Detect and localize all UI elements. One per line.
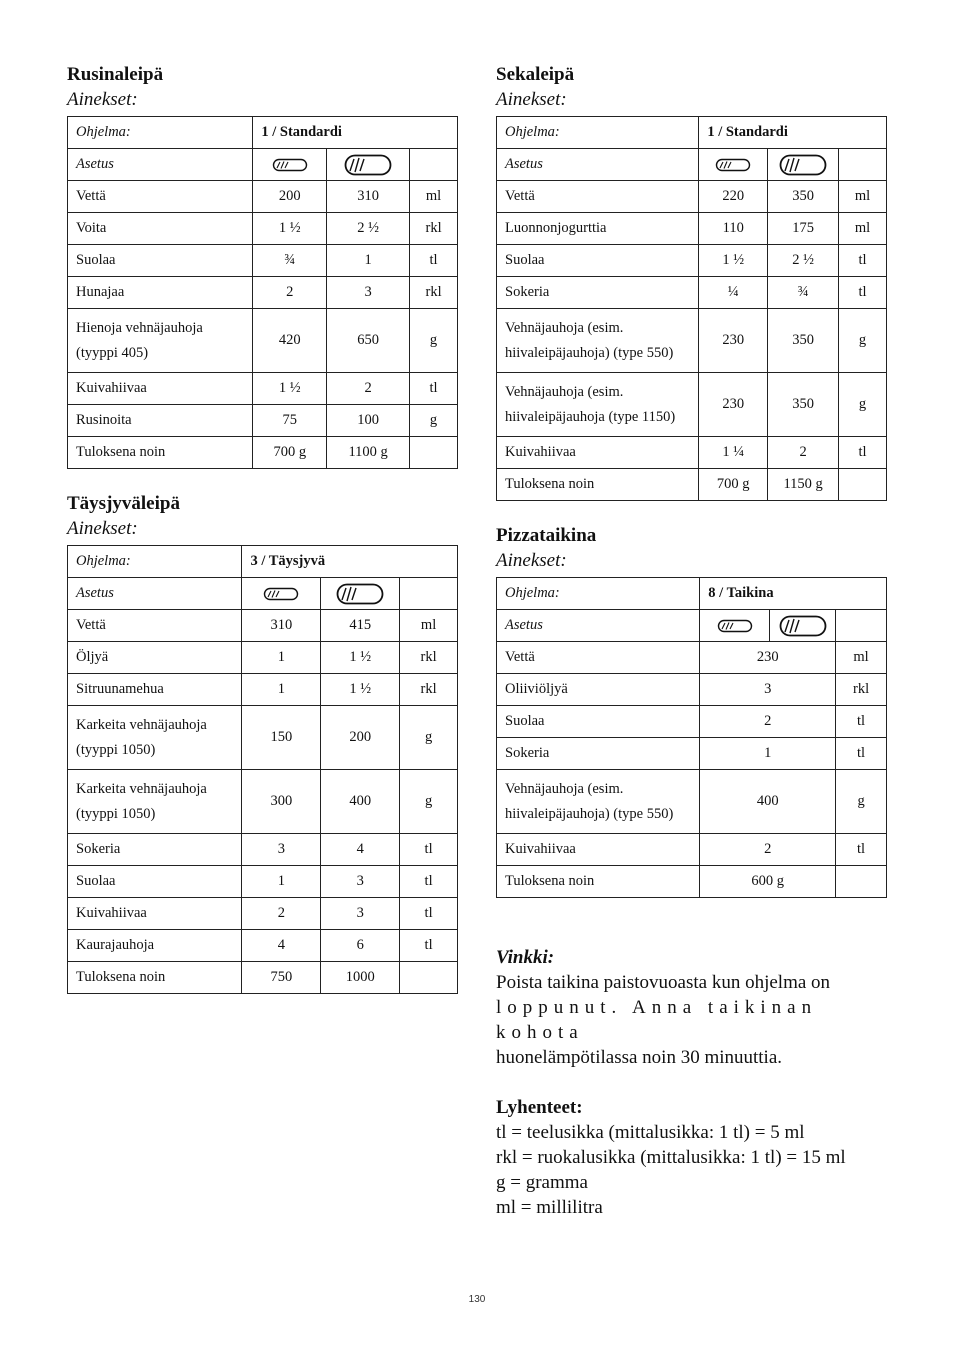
unit: tl	[836, 834, 887, 866]
ingredient-name	[497, 309, 699, 373]
large-amount: 2 ½	[768, 245, 839, 277]
name-line: (tyyppi 1050)	[76, 805, 156, 822]
name-line: (tyyppi 1050)	[76, 741, 156, 758]
name-line: Hienoja vehnäjauhoja	[76, 319, 203, 336]
name-line: hiivaleipäjauhoja) (type 550)	[505, 344, 674, 361]
small-amount: 1	[242, 674, 321, 706]
table-row	[497, 373, 887, 437]
large-amount: 1100 g	[327, 437, 410, 469]
unit: g	[400, 706, 458, 770]
amount: 3	[700, 674, 836, 706]
unit: tl	[836, 738, 887, 770]
table-row	[497, 770, 887, 834]
large-amount: 310	[327, 181, 410, 213]
large-amount: 4	[321, 834, 400, 866]
small-amount: 4	[242, 930, 321, 962]
ingredient-name: Sokeria	[497, 277, 699, 309]
small-loaf-icon	[242, 578, 321, 610]
unit: ml	[836, 642, 887, 674]
abbreviations-heading: Lyhenteet:	[496, 1097, 583, 1118]
name-line: Vehnäjauhoja (esim.	[505, 383, 624, 400]
table-row	[68, 770, 458, 834]
large-amount: 1150 g	[768, 469, 839, 501]
unit: ml	[400, 610, 458, 642]
setting-label: Asetus	[68, 149, 253, 181]
unit: tl	[836, 706, 887, 738]
small-amount: 230	[699, 373, 768, 437]
ingredient-name: Suolaa	[68, 866, 242, 898]
large-amount: 2 ½	[327, 213, 410, 245]
table-row	[497, 738, 887, 770]
unit: g	[400, 770, 458, 834]
table-row	[68, 181, 458, 213]
large-amount: 1 ½	[321, 642, 400, 674]
table-row	[68, 610, 458, 642]
table-row	[497, 469, 887, 501]
empty-cell	[400, 578, 458, 610]
table-row	[68, 930, 458, 962]
table-row	[68, 437, 458, 469]
ingredient-name: Hunajaa	[68, 277, 253, 309]
table-row	[68, 149, 458, 181]
name-line: (tyyppi 405)	[76, 344, 149, 361]
table-row	[497, 578, 887, 610]
large-loaf-icon	[327, 149, 410, 181]
large-amount: 3	[321, 866, 400, 898]
small-amount: 230	[699, 309, 768, 373]
small-amount: ¾	[253, 245, 327, 277]
small-amount: 2	[253, 277, 327, 309]
abbreviation-item: ml = millilitra	[496, 1197, 603, 1218]
recipe-title: Sekaleipä	[496, 64, 575, 85]
table-row	[68, 866, 458, 898]
unit: ml	[839, 181, 887, 213]
setting-label: Asetus	[497, 610, 700, 642]
table-row	[68, 213, 458, 245]
unit: rkl	[400, 642, 458, 674]
small-loaf-icon	[699, 149, 768, 181]
unit: g	[836, 770, 887, 834]
large-amount: 350	[768, 181, 839, 213]
setting-label: Asetus	[497, 149, 699, 181]
abbreviation-item: rkl = ruokalusikka (mittalusikka: 1 tl) = 15 ml	[496, 1147, 846, 1168]
unit: tl	[410, 373, 458, 405]
page-number: 130	[468, 1294, 486, 1305]
large-amount: 6	[321, 930, 400, 962]
table-row	[68, 834, 458, 866]
unit: ml	[410, 181, 458, 213]
name-line: Vehnäjauhoja (esim.	[505, 319, 624, 336]
table-row	[68, 373, 458, 405]
small-amount: 150	[242, 706, 321, 770]
small-amount: 1 ¼	[699, 437, 768, 469]
tip-heading: Vinkki:	[496, 947, 555, 968]
amount: 600 g	[700, 866, 836, 898]
large-loaf-icon	[768, 149, 839, 181]
ingredient-name: Suolaa	[68, 245, 253, 277]
large-amount: 1	[327, 245, 410, 277]
unit: tl	[400, 834, 458, 866]
unit: g	[410, 309, 458, 373]
ingredient-name: Kuivahiivaa	[497, 834, 700, 866]
table-row	[497, 674, 887, 706]
small-amount: 220	[699, 181, 768, 213]
ingredient-name	[68, 309, 253, 373]
large-amount: 415	[321, 610, 400, 642]
table-row	[68, 546, 458, 578]
program-value: 8 / Taikina	[700, 578, 887, 610]
small-amount: 310	[242, 610, 321, 642]
unit: rkl	[410, 213, 458, 245]
ingredient-name: Sokeria	[68, 834, 242, 866]
unit: rkl	[400, 674, 458, 706]
large-amount: 3	[327, 277, 410, 309]
small-amount: 110	[699, 213, 768, 245]
empty-cell	[836, 610, 887, 642]
unit	[839, 469, 887, 501]
amount: 1	[700, 738, 836, 770]
ingredient-name	[68, 706, 242, 770]
ingredients-label: Ainekset:	[67, 518, 138, 539]
small-amount: 700 g	[699, 469, 768, 501]
unit: tl	[400, 866, 458, 898]
small-amount: 420	[253, 309, 327, 373]
large-amount: 350	[768, 309, 839, 373]
ingredient-name: Tuloksena noin	[497, 469, 699, 501]
unit: rkl	[410, 277, 458, 309]
table-row	[497, 610, 887, 642]
ingredient-name: Tuloksena noin	[497, 866, 700, 898]
small-amount: 300	[242, 770, 321, 834]
small-amount: 200	[253, 181, 327, 213]
table-row	[68, 642, 458, 674]
ingredient-name: Oliiviöljyä	[497, 674, 700, 706]
recipe-table-sekaleipa	[496, 116, 887, 501]
recipe-title: Pizzataikina	[496, 525, 597, 546]
table-row	[497, 866, 887, 898]
small-amount: 2	[242, 898, 321, 930]
right-column	[496, 62, 887, 898]
small-amount: 1 ½	[253, 373, 327, 405]
ingredient-name: Vettä	[497, 642, 700, 674]
recipe-title: Täysjyväleipä	[67, 493, 180, 514]
small-amount: 1	[242, 642, 321, 674]
name-line: Karkeita vehnäjauhoja	[76, 780, 207, 797]
table-row	[497, 642, 887, 674]
large-amount: 2	[327, 373, 410, 405]
small-amount: 75	[253, 405, 327, 437]
table-row	[68, 706, 458, 770]
ingredient-name: Voita	[68, 213, 253, 245]
program-label: Ohjelma:	[497, 117, 699, 149]
left-column	[67, 62, 458, 994]
ingredient-name: Suolaa	[497, 245, 699, 277]
ingredient-name: Sokeria	[497, 738, 700, 770]
ingredient-name: Vettä	[68, 610, 242, 642]
unit: tl	[839, 437, 887, 469]
large-amount: 1 ½	[321, 674, 400, 706]
table-row	[68, 117, 458, 149]
ingredient-name: Kuivahiivaa	[68, 898, 242, 930]
setting-label: Asetus	[68, 578, 242, 610]
unit: g	[410, 405, 458, 437]
table-row	[68, 277, 458, 309]
table-row	[68, 309, 458, 373]
amount: 230	[700, 642, 836, 674]
large-amount: 200	[321, 706, 400, 770]
unit: ml	[839, 213, 887, 245]
tip-line: huonelämpötilassa noin 30 minuuttia.	[496, 1047, 783, 1068]
large-amount: ¾	[768, 277, 839, 309]
ingredient-name: Öljyä	[68, 642, 242, 674]
recipe-title: Rusinaleipä	[67, 64, 164, 85]
large-amount: 650	[327, 309, 410, 373]
table-row	[497, 117, 887, 149]
amount: 2	[700, 706, 836, 738]
unit	[410, 437, 458, 469]
amount: 2	[700, 834, 836, 866]
ingredient-name: Tuloksena noin	[68, 962, 242, 994]
table-row	[497, 706, 887, 738]
large-loaf-icon	[770, 610, 836, 642]
tip-line: Poista taikina paistovuoasta kun ohjelma on	[496, 972, 831, 993]
amount: 400	[700, 770, 836, 834]
program-value: 3 / Täysjyvä	[242, 546, 458, 578]
table-row	[68, 578, 458, 610]
ingredients-label: Ainekset:	[496, 550, 567, 571]
unit: tl	[839, 277, 887, 309]
unit: tl	[410, 245, 458, 277]
tip-section	[496, 945, 887, 1220]
program-label: Ohjelma:	[68, 117, 253, 149]
ingredient-name: Suolaa	[497, 706, 700, 738]
small-amount: 750	[242, 962, 321, 994]
unit: g	[839, 373, 887, 437]
small-amount: 1 ½	[699, 245, 768, 277]
small-amount: 3	[242, 834, 321, 866]
ingredient-name	[68, 770, 242, 834]
table-row	[497, 309, 887, 373]
name-line: Karkeita vehnäjauhoja	[76, 716, 207, 733]
empty-cell	[410, 149, 458, 181]
name-line: hiivaleipäjauhoja (type 1150)	[505, 408, 676, 425]
table-row	[497, 245, 887, 277]
small-amount: 700 g	[253, 437, 327, 469]
large-amount: 1000	[321, 962, 400, 994]
ingredient-name: Tuloksena noin	[68, 437, 253, 469]
unit: tl	[400, 930, 458, 962]
program-label: Ohjelma:	[68, 546, 242, 578]
ingredient-name	[497, 373, 699, 437]
small-loaf-icon	[253, 149, 327, 181]
large-amount: 100	[327, 405, 410, 437]
ingredient-name: Kuivahiivaa	[497, 437, 699, 469]
unit: tl	[400, 898, 458, 930]
tip-line: loppunut. Anna taikinan kohota	[496, 997, 818, 1043]
empty-cell	[839, 149, 887, 181]
unit: rkl	[836, 674, 887, 706]
large-amount: 2	[768, 437, 839, 469]
ingredient-name: Sitruunamehua	[68, 674, 242, 706]
table-row	[497, 181, 887, 213]
unit	[836, 866, 887, 898]
name-line: Vehnäjauhoja (esim.	[505, 780, 624, 797]
abbreviation-item: tl = teelusikka (mittalusikka: 1 tl) = 5 ml	[496, 1122, 805, 1143]
table-row	[497, 277, 887, 309]
table-row	[68, 962, 458, 994]
ingredients-label: Ainekset:	[67, 89, 138, 110]
large-amount: 400	[321, 770, 400, 834]
program-value: 1 / Standardi	[699, 117, 887, 149]
large-amount: 175	[768, 213, 839, 245]
table-row	[68, 674, 458, 706]
large-amount: 350	[768, 373, 839, 437]
small-amount: ¼	[699, 277, 768, 309]
table-row	[497, 834, 887, 866]
table-row	[497, 149, 887, 181]
ingredient-name: Kaurajauhoja	[68, 930, 242, 962]
abbreviation-item: g = gramma	[496, 1172, 588, 1193]
small-amount: 1	[242, 866, 321, 898]
table-row	[68, 405, 458, 437]
table-row	[497, 213, 887, 245]
small-loaf-icon	[700, 610, 770, 642]
unit: g	[839, 309, 887, 373]
program-value: 1 / Standardi	[253, 117, 458, 149]
ingredient-name: Vettä	[497, 181, 699, 213]
name-line: hiivaleipäjauhoja) (type 550)	[505, 805, 674, 822]
ingredients-label: Ainekset:	[496, 89, 567, 110]
ingredient-name: Luonnonjogurttia	[497, 213, 699, 245]
unit	[400, 962, 458, 994]
program-label: Ohjelma:	[497, 578, 700, 610]
ingredient-name: Kuivahiivaa	[68, 373, 253, 405]
recipe-table-taysjyvaleipa	[67, 545, 458, 994]
ingredient-name: Vettä	[68, 181, 253, 213]
unit: tl	[839, 245, 887, 277]
recipe-table-rusinaleipa	[67, 116, 458, 469]
ingredient-name	[497, 770, 700, 834]
table-row	[68, 245, 458, 277]
ingredient-name: Rusinoita	[68, 405, 253, 437]
recipe-table-pizzataikina	[496, 577, 887, 898]
large-loaf-icon	[321, 578, 400, 610]
large-amount: 3	[321, 898, 400, 930]
table-row	[68, 898, 458, 930]
table-row	[497, 437, 887, 469]
small-amount: 1 ½	[253, 213, 327, 245]
